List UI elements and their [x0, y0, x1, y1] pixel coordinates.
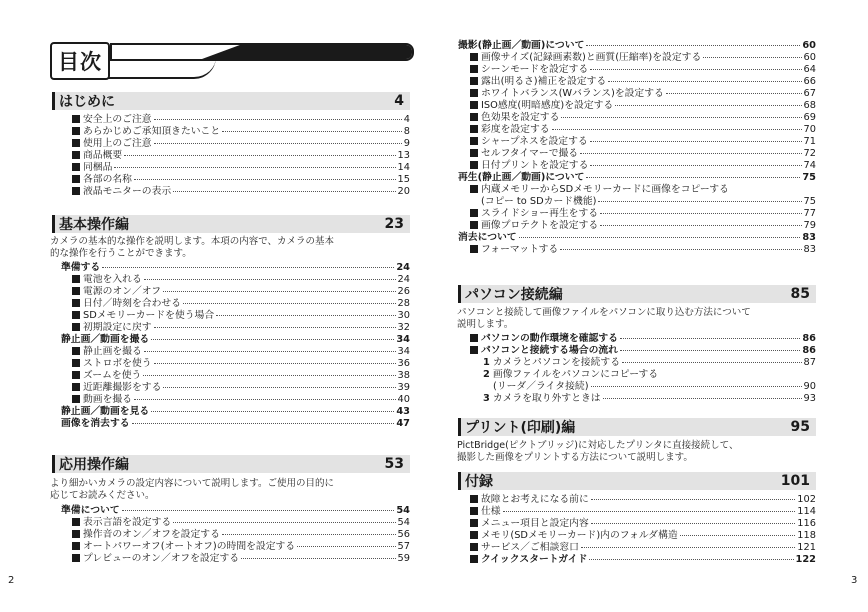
toc-entry-page: 69	[803, 112, 816, 123]
toc-entry-page: 8	[403, 126, 410, 137]
leader-dots	[600, 213, 801, 214]
square-bullet-icon	[72, 175, 80, 183]
square-bullet-icon	[470, 507, 478, 515]
section-title: 付録	[465, 474, 493, 490]
section-description: パソコンと接続して画像ファイルをパソコンに取り込む方法について	[457, 307, 751, 318]
leader-dots	[590, 165, 801, 166]
toc-entry[interactable]	[470, 148, 816, 160]
square-bullet-icon	[470, 101, 478, 109]
square-bullet-icon	[72, 323, 80, 331]
leader-dots	[222, 131, 402, 132]
section-title: 基本操作編	[59, 217, 129, 233]
toc-entry-label: 故障とお考えになる前に	[470, 494, 589, 506]
toc-entry-page: 118	[797, 530, 816, 541]
toc-entry-page: 24	[396, 262, 410, 273]
toc-group[interactable]	[458, 172, 816, 184]
toc-entry[interactable]	[483, 357, 816, 369]
toc-entry-label: (コピー to SDカード機能)	[481, 196, 597, 207]
toc-entry-page: 24	[397, 274, 410, 285]
square-bullet-icon	[72, 163, 80, 171]
section-description: 的な操作を行うことができます。	[50, 248, 192, 259]
section-title: プリント(印刷)編	[465, 420, 576, 436]
square-bullet-icon	[470, 65, 478, 73]
toc-entry-page: 64	[803, 64, 816, 75]
toc-entry[interactable]	[470, 542, 816, 554]
step-number: 2	[483, 369, 490, 380]
square-bullet-icon	[72, 139, 80, 147]
toc-entry-label: 動画を撮る	[72, 394, 132, 406]
section-page: 53	[384, 456, 404, 472]
section-description: カメラの基本的な操作を説明します。本項の内容で、カメラの基本	[50, 236, 335, 247]
toc-entry-label: (リーダ／ライタ接続)	[493, 381, 589, 392]
toc-entry-page: 54	[397, 517, 410, 528]
toc-entry-page: 36	[397, 358, 410, 369]
section-title: パソコン接続編	[465, 287, 563, 303]
leader-dots	[591, 499, 796, 500]
toc-entry-label: 日付／時刻を合わせる	[72, 298, 181, 310]
leader-dots	[552, 129, 802, 130]
section-page: 101	[780, 473, 810, 489]
toc-entry[interactable]	[72, 186, 410, 198]
toc-entry-label: 初期設定に戻す	[72, 322, 152, 334]
toc-entry-page: 54	[396, 505, 410, 516]
toc-entry[interactable]	[72, 382, 410, 394]
leader-dots	[608, 81, 801, 82]
leader-dots	[590, 141, 802, 142]
square-bullet-icon	[470, 334, 478, 342]
leader-dots	[620, 338, 800, 339]
section-header-applied[interactable]	[52, 455, 410, 473]
toc-entry[interactable]	[483, 393, 816, 405]
toc-entry-page: 122	[795, 554, 816, 565]
square-bullet-icon	[72, 359, 80, 367]
square-bullet-icon	[470, 53, 478, 61]
toc-entry-label: 静止画／動画を撮る	[61, 334, 150, 345]
leader-dots	[622, 362, 802, 363]
square-bullet-icon	[470, 161, 478, 169]
toc-entry-page: 68	[803, 100, 816, 111]
toc-entry-label: ISO感度(明暗感度)を設定する	[470, 100, 613, 112]
toc-entry-page: 9	[403, 138, 410, 149]
toc-entry-page: 15	[397, 174, 410, 185]
toc-entry[interactable]	[470, 64, 816, 76]
square-bullet-icon	[72, 530, 80, 538]
square-bullet-icon	[470, 543, 478, 551]
toc-entry-label: 画像サイズ(記録画素数)と画質(圧縮率)を設定する	[470, 52, 701, 64]
toc-entry[interactable]	[72, 174, 410, 186]
toc-entry-label: フォーマットする	[470, 244, 558, 256]
section-page: 23	[384, 216, 404, 232]
square-bullet-icon	[470, 125, 478, 133]
toc-group[interactable]	[61, 418, 410, 430]
toc-entry-page: 66	[803, 76, 816, 87]
toc-entry-label: 仕様	[470, 506, 501, 518]
toc-entry[interactable]	[493, 381, 816, 393]
toc-entry[interactable]	[470, 554, 816, 566]
toc-entry-label: 画像を消去する	[61, 418, 130, 429]
toc-entry-label: 液晶モニターの表示	[72, 186, 171, 198]
section-header-appendix[interactable]	[458, 472, 816, 490]
toc-entry-page: 93	[803, 393, 816, 404]
leader-dots	[173, 522, 395, 523]
toc-entry-label: パソコンと接続する場合の流れ	[470, 345, 618, 357]
leader-dots	[561, 117, 801, 118]
toc-entry-page: 57	[397, 541, 410, 552]
toc-entry-label: 再生(静止画／動画)について	[458, 172, 585, 183]
square-bullet-icon	[72, 115, 80, 123]
toc-entry[interactable]	[470, 160, 816, 172]
toc-entry-page: 77	[803, 208, 816, 219]
square-bullet-icon	[470, 495, 478, 503]
leader-dots	[222, 534, 396, 535]
square-bullet-icon	[470, 245, 478, 253]
section-description: 説明します。	[457, 319, 514, 330]
toc-entry-label: 準備について	[61, 505, 120, 516]
toc-entry[interactable]	[470, 76, 816, 88]
square-bullet-icon	[72, 554, 80, 562]
leader-dots	[680, 535, 796, 536]
toc-entry-page: 56	[397, 529, 410, 540]
leader-dots	[591, 523, 796, 524]
toc-entry[interactable]	[470, 530, 816, 542]
toc-group[interactable]	[458, 40, 816, 52]
square-bullet-icon	[72, 127, 80, 135]
toc-entry-label: 電源のオン／オフ	[72, 286, 161, 298]
toc-entry-page: 79	[803, 220, 816, 231]
toc-entry-label: セルフタイマーで撮る	[470, 148, 578, 160]
toc-entry-page: 38	[397, 370, 410, 381]
toc-entry-label: メモリ(SDメモリーカード)内のフォルダ構造	[470, 530, 678, 542]
square-bullet-icon	[72, 395, 80, 403]
toc-entry[interactable]	[72, 370, 410, 382]
leader-dots	[590, 69, 801, 70]
toc-entry-label: ズームを使う	[72, 370, 141, 382]
toc-entry-page: 121	[797, 542, 816, 553]
toc-entry[interactable]	[470, 112, 816, 124]
toc-entry-page: 4	[403, 114, 410, 125]
leader-dots	[580, 153, 801, 154]
square-bullet-icon	[470, 221, 478, 229]
toc-entry-page: 26	[397, 286, 410, 297]
section-page: 4	[394, 93, 404, 109]
toc-entry-page: 14	[397, 162, 410, 173]
toc-entry[interactable]	[481, 196, 816, 208]
toc-group[interactable]	[458, 232, 816, 244]
square-bullet-icon	[470, 77, 478, 85]
leader-dots	[519, 237, 801, 238]
toc-entry-label: 静止画を撮る	[72, 346, 142, 358]
toc-entry-page: 59	[397, 553, 410, 564]
leader-dots	[603, 398, 802, 399]
square-bullet-icon	[72, 371, 80, 379]
square-bullet-icon	[470, 346, 478, 354]
toc-entry-label: 近距離撮影をする	[72, 382, 161, 394]
toc-entry[interactable]	[470, 52, 816, 64]
toc-entry[interactable]	[72, 394, 410, 406]
toc-entry-page: 83	[802, 232, 816, 243]
toc-entry-page: 86	[802, 333, 816, 344]
section-header-basic[interactable]	[52, 215, 410, 233]
square-bullet-icon	[470, 185, 478, 193]
toc-entry[interactable]	[470, 494, 816, 506]
square-bullet-icon	[470, 113, 478, 121]
toc-entry[interactable]	[72, 126, 410, 138]
section-title: はじめに	[59, 94, 115, 110]
toc-entry-page: 74	[803, 160, 816, 171]
section-header-pc[interactable]	[458, 285, 816, 303]
toc-entry-label: スライドショー再生をする	[470, 208, 598, 220]
leader-dots	[598, 201, 801, 202]
leader-dots	[241, 558, 395, 559]
square-bullet-icon	[72, 542, 80, 550]
toc-entry-label-line1[interactable]: 内蔵メモリーからSDメモリーカードに画像をコピーする	[470, 184, 729, 196]
toc-entry-label: 準備する	[61, 262, 101, 273]
leader-dots	[154, 119, 402, 120]
leader-dots	[102, 267, 394, 268]
toc-entry[interactable]	[72, 114, 410, 126]
toc-entry[interactable]	[470, 506, 816, 518]
leader-dots	[154, 363, 396, 364]
toc-entry-label: シャープネスを設定する	[470, 136, 588, 148]
leader-dots	[154, 327, 396, 328]
leader-dots	[134, 399, 396, 400]
toc-entry-label: 表示言語を設定する	[72, 517, 171, 529]
toc-entry-label: ストロボを使う	[72, 358, 152, 370]
section-header-intro[interactable]	[52, 92, 410, 110]
square-bullet-icon	[72, 299, 80, 307]
toc-entry-label: サービス／ご相談窓口	[470, 542, 579, 554]
leader-dots	[586, 45, 800, 46]
toc-entry-page: 40	[397, 394, 410, 405]
square-bullet-icon	[470, 149, 478, 157]
toc-entry-page: 60	[803, 52, 816, 63]
leader-dots	[216, 315, 395, 316]
toc-title-banner	[50, 42, 412, 80]
title-decoration-curve	[96, 57, 216, 79]
toc-entry-label: 電池を入れる	[72, 274, 142, 286]
leader-dots	[589, 559, 793, 560]
toc-entry-label: 消去について	[458, 232, 517, 243]
toc-group[interactable]	[61, 262, 410, 274]
toc-entry-page: 75	[803, 196, 816, 207]
leader-dots	[124, 155, 395, 156]
toc-group[interactable]	[61, 334, 410, 346]
leader-dots	[114, 167, 395, 168]
toc-entry-page: 32	[397, 322, 410, 333]
toc-entry-page: 13	[397, 150, 410, 161]
toc-entry-label: 各部の名称	[72, 174, 132, 186]
leader-dots	[666, 93, 802, 94]
toc-entry[interactable]	[470, 136, 816, 148]
toc-entry-label: ホワイトバランス(Wバランス)を設定する	[470, 88, 664, 100]
toc-entry-label: シーンモードを設定する	[470, 64, 588, 76]
step-number: 1	[483, 357, 490, 368]
square-bullet-icon	[470, 89, 478, 97]
toc-entry-label-line1[interactable]: 2 画像ファイルをパソコンにコピーする	[483, 369, 659, 380]
toc-entry[interactable]	[72, 274, 410, 286]
square-bullet-icon	[470, 555, 478, 563]
square-bullet-icon	[72, 275, 80, 283]
toc-entry-page: 87	[803, 357, 816, 368]
toc-entry-label: 日付プリントを設定する	[470, 160, 588, 172]
section-description: PictBridge(ピクトブリッジ)に対応したプリンタに直接接続して、	[457, 440, 739, 451]
toc-entry[interactable]	[72, 310, 410, 322]
toc-entry-page: 83	[803, 244, 816, 255]
toc-entry-label: あらかじめご承知頂きたいこと	[72, 126, 220, 138]
toc-entry-label: 露出(明るさ)補正を設定する	[470, 76, 606, 88]
toc-entry-page: 34	[396, 334, 410, 345]
leader-dots	[144, 279, 396, 280]
toc-group[interactable]	[61, 505, 410, 517]
toc-entry-page: 47	[396, 418, 410, 429]
toc-entry-label: メニュー項目と設定内容	[470, 518, 589, 530]
toc-entry-label: 使用上のご注意	[72, 138, 152, 150]
toc-entry[interactable]	[72, 346, 410, 358]
page-title: 目次	[50, 42, 110, 80]
toc-entry-label: オートパワーオフ(オートオフ)の時間を設定する	[72, 541, 295, 553]
leader-dots	[163, 387, 395, 388]
toc-entry-label: 1 カメラとパソコンを接続する	[483, 357, 620, 368]
leader-dots	[591, 386, 802, 387]
square-bullet-icon	[72, 383, 80, 391]
leader-dots	[173, 191, 395, 192]
square-bullet-icon	[72, 187, 80, 195]
toc-group[interactable]	[61, 406, 410, 418]
toc-entry-page: 75	[802, 172, 816, 183]
toc-entry[interactable]	[470, 518, 816, 530]
toc-entry-page: 20	[397, 186, 410, 197]
toc-entry-page: 34	[397, 346, 410, 357]
toc-entry[interactable]	[470, 100, 816, 112]
toc-entry-page: 86	[802, 345, 816, 356]
leader-dots	[703, 57, 801, 58]
square-bullet-icon	[72, 347, 80, 355]
square-bullet-icon	[72, 518, 80, 526]
toc-entry-page: 114	[797, 506, 816, 517]
leader-dots	[144, 351, 396, 352]
toc-entry-page: 28	[397, 298, 410, 309]
toc-entry-label: 操作音のオン／オフを設定する	[72, 529, 220, 541]
leader-dots	[151, 411, 394, 412]
leader-dots	[154, 143, 402, 144]
leader-dots	[581, 547, 795, 548]
square-bullet-icon	[72, 287, 80, 295]
toc-entry-label: 彩度を設定する	[470, 124, 550, 136]
toc-entry-label: SDメモリーカードを使う場合	[72, 310, 214, 322]
toc-entry-page: 70	[803, 124, 816, 135]
toc-entry-label: 色効果を設定する	[470, 112, 559, 124]
square-bullet-icon	[470, 531, 478, 539]
leader-dots	[122, 510, 395, 511]
toc-entry[interactable]	[72, 541, 410, 553]
square-bullet-icon	[470, 519, 478, 527]
toc-entry[interactable]	[72, 517, 410, 529]
leader-dots	[615, 105, 801, 106]
toc-entry-page: 72	[803, 148, 816, 159]
section-header-print[interactable]	[458, 418, 816, 436]
toc-entry[interactable]	[72, 162, 410, 174]
toc-entry-page: 30	[397, 310, 410, 321]
toc-entry[interactable]	[72, 150, 410, 162]
toc-entry-label: クイックスタートガイド	[470, 554, 587, 566]
toc-entry[interactable]	[470, 124, 816, 136]
toc-entry-label: 静止画／動画を見る	[61, 406, 150, 417]
toc-entry-label: 同梱品	[72, 162, 112, 174]
square-bullet-icon	[72, 151, 80, 159]
square-bullet-icon	[72, 311, 80, 319]
toc-entry[interactable]	[470, 244, 816, 256]
leader-dots	[183, 303, 396, 304]
toc-entry-label: 画像プロテクトを設定する	[470, 220, 598, 232]
toc-entry-page: 90	[803, 381, 816, 392]
toc-entry[interactable]	[470, 220, 816, 232]
toc-entry[interactable]	[470, 88, 816, 100]
toc-entry-page: 67	[803, 88, 816, 99]
toc-entry-page: 43	[396, 406, 410, 417]
toc-entry-label: 商品概要	[72, 150, 122, 162]
toc-entry-page: 60	[802, 40, 816, 51]
toc-entry-page: 71	[803, 136, 816, 147]
leader-dots	[151, 339, 394, 340]
toc-entry[interactable]	[72, 322, 410, 334]
toc-entry[interactable]	[470, 345, 816, 357]
toc-entry[interactable]	[72, 529, 410, 541]
leader-dots	[503, 511, 796, 512]
toc-entry[interactable]	[470, 208, 816, 220]
toc-entry-label: 撮影(静止画／動画)について	[458, 40, 585, 51]
toc-entry[interactable]	[72, 138, 410, 150]
leader-dots	[600, 225, 801, 226]
section-page: 85	[790, 286, 810, 302]
toc-entry-page: 116	[797, 518, 816, 529]
toc-entry-page: 39	[397, 382, 410, 393]
leader-dots	[134, 179, 396, 180]
leader-dots	[132, 423, 395, 424]
leader-dots	[297, 546, 395, 547]
section-description: 撮影した画像をプリントする方法について説明します。	[457, 452, 693, 463]
page-number-left: 2	[8, 575, 15, 586]
section-title: 応用操作編	[59, 457, 129, 473]
page-number-right: 3	[851, 575, 858, 586]
leader-dots	[620, 350, 800, 351]
toc-entry[interactable]	[72, 553, 410, 565]
step-number: 3	[483, 393, 490, 404]
leader-dots	[163, 291, 395, 292]
leader-dots	[560, 249, 801, 250]
toc-entry-label: 安全上のご注意	[72, 114, 152, 126]
toc-entry[interactable]	[72, 286, 410, 298]
square-bullet-icon	[470, 137, 478, 145]
section-description: 応じてお読みください。	[50, 490, 155, 501]
section-description: より細かいカメラの設定内容について説明します。ご使用の目的に	[50, 478, 335, 489]
toc-entry[interactable]	[72, 298, 410, 310]
toc-entry[interactable]	[72, 358, 410, 370]
section-page: 95	[790, 419, 810, 435]
leader-dots	[143, 375, 395, 376]
toc-entry-label: プレビューのオン／オフを設定する	[72, 553, 239, 565]
toc-entry-page: 102	[797, 494, 816, 505]
toc-entry-label: パソコンの動作環境を確認する	[470, 333, 618, 345]
square-bullet-icon	[470, 209, 478, 217]
toc-entry-label: 3 カメラを取り外すときは	[483, 393, 601, 404]
toc-entry[interactable]	[470, 333, 816, 345]
leader-dots	[586, 177, 800, 178]
